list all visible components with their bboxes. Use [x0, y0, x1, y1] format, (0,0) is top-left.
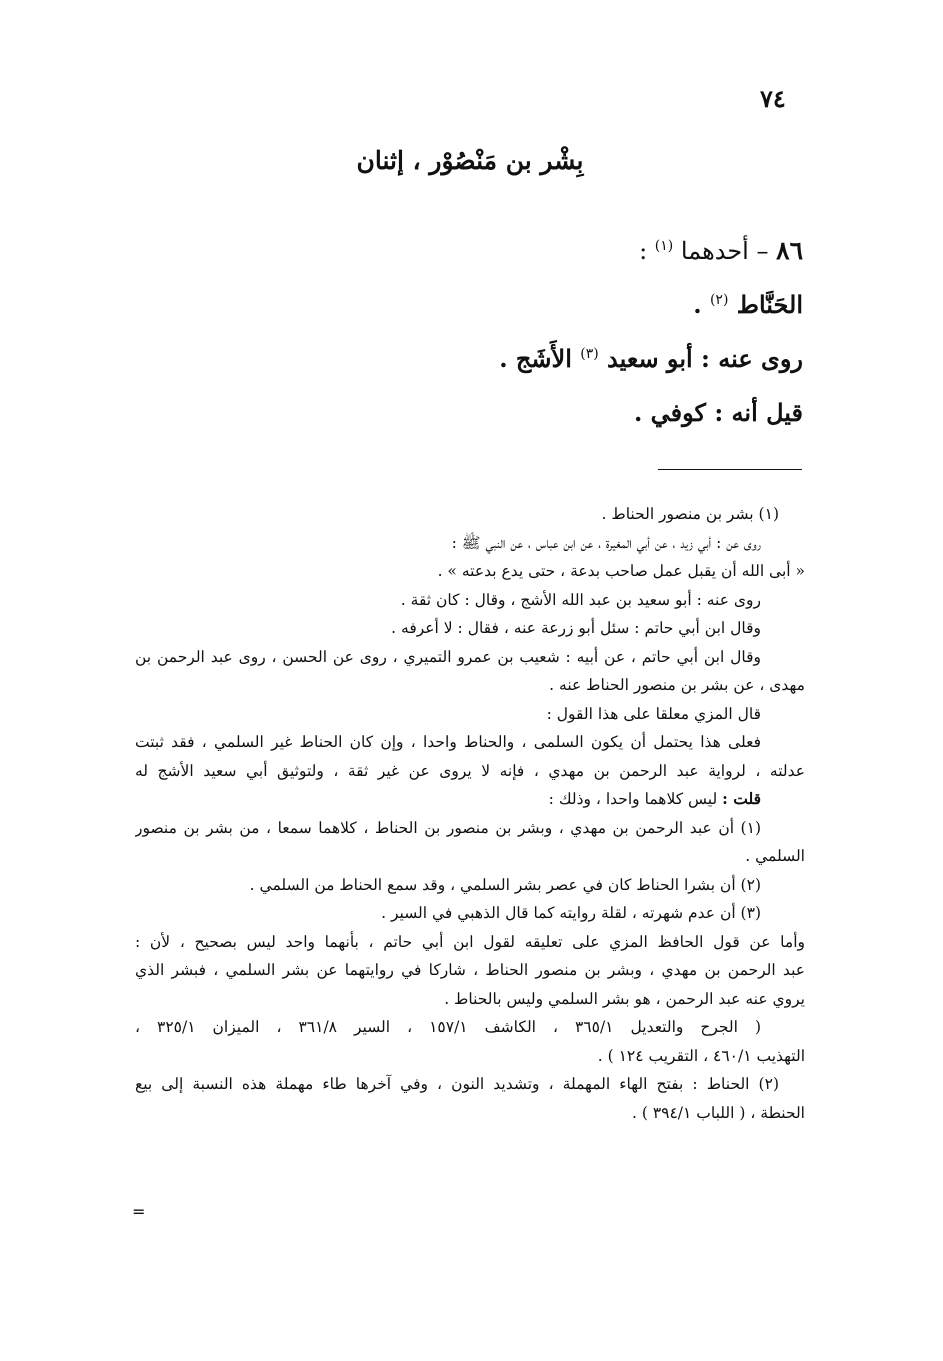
- entry-head-text: أحدهما: [680, 237, 749, 265]
- footnote-line: (٢) أن بشرا الحناط كان في عصر بشر السلمي ، وقد سمع الحناط من السلمي .: [249, 875, 761, 894]
- footnote-line: وقال ابن أبي حاتم ، عن أبيه : شعيب بن عمرو التميري ، روى عن الحسن ، روى عبد الرحمن بن: [135, 647, 761, 666]
- footnote-line: مهدى ، عن بشر بن منصور الحناط عنه .: [549, 676, 805, 694]
- continuation-mark: =: [132, 1202, 146, 1221]
- footnote-separator: [658, 469, 802, 470]
- footnote-line: « أبى الله أن يقبل عمل صاحب بدعة ، حتى يدع بدعته » .: [437, 562, 805, 580]
- footnote-line: الحنطة ، ( اللباب ٣٩٤/١ ) .: [631, 1103, 805, 1122]
- entry-number: ٨٦: [776, 236, 803, 265]
- entry-head-colon: :: [639, 237, 648, 265]
- footnote-line-qult: [135, 785, 805, 814]
- footnote-line: عبد الرحمن بن مهدي ، وبشر بن منصور الحناط ، شاركا في روايتهما عن بشر السلمي ، فبشر الذي: [135, 961, 805, 979]
- footnotes-block: [135, 500, 805, 1127]
- footnote-line: فعلى هذا يحتمل أن يكون السلمى ، والحناط واحدا ، وإن كان الحناط غير السلمي ، فقد ثبتت: [135, 733, 761, 751]
- footnote-line: روى عن : أبي زيد ، عن أبي المغيرة ، عن ابن عباس ، عن النبي ﷺ :: [451, 533, 761, 552]
- footnote-ref-2: (٢): [709, 292, 729, 308]
- entry-name-line: [693, 290, 803, 319]
- footnote-line: السلمي .: [745, 847, 805, 865]
- footnote-line: روى عنه : أبو سعيد بن عبد الله الأشج ، وقال : كان ثقة .: [400, 590, 761, 609]
- entry-origin-line: قيل أنه : كوفي .: [633, 398, 803, 427]
- footnote-line: (١) بشر بن منصور الحناط .: [601, 505, 779, 523]
- page-number: ٧٤: [760, 84, 786, 113]
- footnote-line: عدلته ، لرواية عبد الرحمن بن مهدي ، فإنه لا يروى عن غير ثقة ، ولتوثيق أبي سعيد الأشج له: [135, 761, 805, 780]
- footnote-line: التهذيب ٤٦٠/١ ، التقريب ١٢٤ ) .: [597, 1046, 805, 1065]
- narrator-prefix: روى عنه : أبو سعيد: [607, 344, 803, 373]
- entry-name: الحَنَّاط: [736, 290, 803, 319]
- footnote-ref-1: (١): [654, 238, 674, 254]
- footnote-line: (٣) أن عدم شهرته ، لقلة روايته كما قال الذهبي في السير .: [381, 904, 761, 922]
- narrator-suffix: الأَشَج .: [499, 344, 572, 373]
- chapter-title: بِشْر بن مَنْصُوْر ، إثنان: [356, 146, 584, 175]
- footnote-line: قال المزي معلقا على هذا القول :: [546, 704, 761, 723]
- entry-name-end: .: [693, 290, 702, 319]
- footnote-line: ( الجرح والتعديل ٣٦٥/١ ، الكاشف ١٥٧/١ ، السير ٣٦١/٨ ، الميزان ٣٢٥/١ ،: [135, 1018, 762, 1036]
- footnote-line: (١) أن عبد الرحمن بن مهدي ، وبشر بن منصور بن الحناط ، كلاهما سمعا ، من بشر بن منصور: [135, 818, 761, 837]
- footnote-ref-3: (٣): [580, 346, 599, 362]
- footnote-line: يروي عنه عبد الرحمن ، هو بشر السلمي وليس بالحناط .: [444, 989, 805, 1008]
- footnote-line: وأما عن قول الحافظ المزي على تعليقه لقول ابن أبي حاتم ، بأنهما واحد ليس بصحيح ، لأن :: [135, 932, 805, 951]
- qult-text: ليس كلاهما واحدا ، وذلك :: [548, 790, 718, 808]
- qult-label: قلت :: [722, 789, 761, 808]
- entry-dash: –: [756, 237, 769, 265]
- footnote-line: (٢) الحناط : بفتح الهاء المهملة ، وتشديد النون ، وفي آخرها طاء مهملة هذه النسبة إلى بيع: [135, 1075, 779, 1093]
- entry-header: [639, 236, 803, 265]
- footnote-line: وقال ابن أبي حاتم : سئل أبو زرعة عنه ، فقال : لا أعرفه .: [391, 619, 761, 637]
- entry-narrator-line: [499, 344, 803, 373]
